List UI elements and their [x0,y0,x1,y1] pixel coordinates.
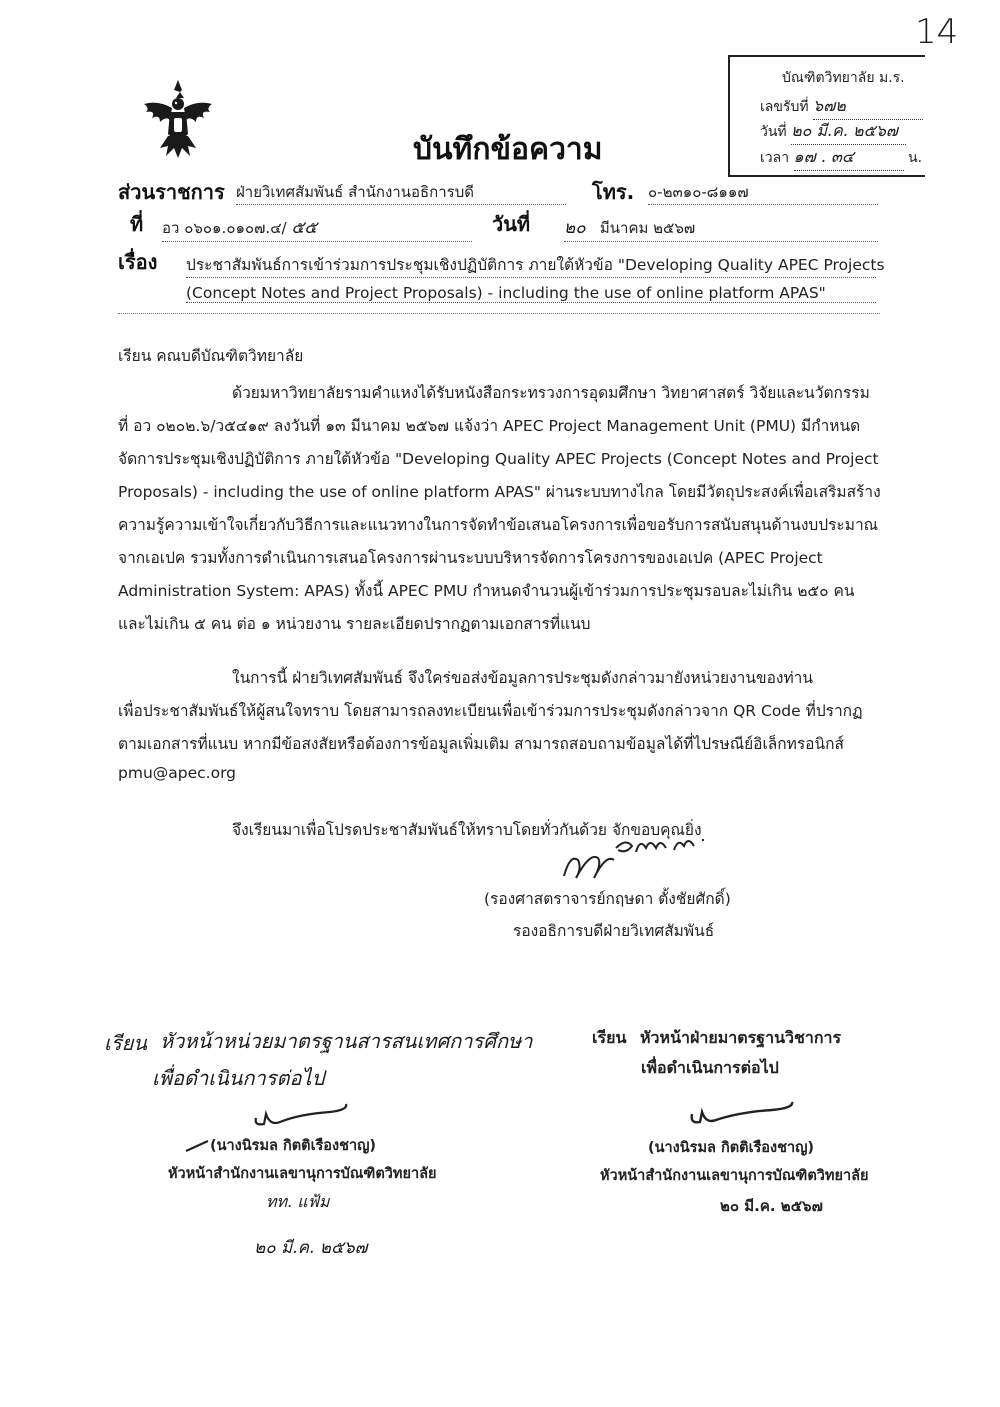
right-note-date: ๒๐ มี.ค. ๒๕๖๗ [720,1197,823,1215]
tel-label: โทร. [592,180,635,204]
agency-value: ฝ่ายวิเทศสัมพันธ์ สำนักงานอธิการบดี [236,180,566,205]
subject-label: เรื่อง [118,250,158,274]
paragraph-1-line: จัดการประชุมเชิงปฏิบัติการ ภายใต้หัวข้อ "Developing Quality APEC Projects (Concept Notes and Project [118,450,879,468]
left-note-extra: ทท. แฟ้ม [266,1192,330,1211]
subject-line-1: ประชาสัมพันธ์การเข้าร่วมการประชุมเชิงปฏิบัติการ ภายใต้หัวข้อ "Developing Quality APEC Projects [186,252,876,278]
right-note-line-1: หัวหน้าฝ่ายมาตรฐานวิชาการ [640,1028,842,1047]
left-note-date: ๒๐ มี.ค. ๒๕๖๗ [254,1238,368,1258]
stamp-recv-label: เลขรับที่ [760,99,809,115]
garuda-emblem-icon [138,78,218,160]
right-note-signature-icon [686,1098,806,1128]
signer-name: (รองศาสตราจารย์กฤษดา ตั้งชัยศักดิ์) [484,890,731,908]
reception-stamp [728,55,925,177]
paragraph-1-line: ด้วยมหาวิทยาลัยรามคำแหงได้รับหนังสือกระทรวงการอุดมศึกษา วิทยาศาสตร์ วิจัยและนวัตกรรม [232,384,870,402]
paragraph-1-line: Proposals) - including the use of online platform APAS" ผ่านระบบทางไกล โดยมีวัตถุประสงค์เพื่อเสริมสร้าง [118,483,881,501]
date-field [564,214,878,242]
stamp-date-label: วันที่ [760,124,787,140]
right-note-line-2: เพื่อดำเนินการต่อไป [641,1058,779,1077]
stamp-time-value: ๑๗ . ๓๔ [794,145,904,171]
date-label: วันที่ [492,212,531,236]
paragraph-1-line: และไม่เกิน ๕ คน ต่อ ๑ หน่วยงาน รายละเอียดปรากฏตามเอกสารที่แนบ [118,615,591,633]
left-note-signature-icon [250,1100,360,1130]
left-note-line-2: เพื่อดำเนินการต่อไป [152,1066,325,1090]
doc-no-label: ที่ [130,212,144,236]
paragraph-1-line: จากเอเปค รวมทั้งการดำเนินการเสนอโครงการผ่านระบบบริหารจัดการโครงการของเอเปค (APEC Project [118,549,823,567]
right-note-position: หัวหน้าสำนักงานเลขานุการบัณฑิตวิทยาลัย [600,1168,869,1184]
paragraph-2-email: pmu@apec.org [118,764,237,782]
stamp-date-value: ๒๐ มี.ค. ๒๕๖๗ [791,119,906,145]
agency-label: ส่วนราชการ [118,180,225,204]
right-note-label: เรียน [592,1028,627,1047]
header-divider [118,313,880,314]
stamp-time-unit: น. [908,150,923,166]
stamp-recv-row [760,94,923,120]
closing-line: จึงเรียนมาเพื่อโปรดประชาสัมพันธ์ให้ทราบโดยทั่วกันด้วย จักขอบคุณยิ่ง [232,821,702,839]
doc-no-handwritten: ๕๕ [291,218,318,238]
stamp-time-row [760,145,922,171]
paragraph-2-line: ตามเอกสารที่แนบ หากมีข้อสงสัยหรือต้องการข้อมูลเพิ่มเติม สามารถสอบถามข้อมูลได้ที่ไปรษณีย์อิเล็กทรอนิกส์ [118,735,844,753]
tel-value: ๐-๒๓๑๐-๘๑๑๗ [648,180,878,205]
paragraph-2-line: เพื่อประชาสัมพันธ์ให้ผู้สนใจทราบ โดยสามารถลงทะเบียนเพื่อเข้าร่วมการประชุมดังกล่าวจาก QR Code ที่ปรากฏ [118,702,863,720]
document-title: บันทึกข้อความ [413,132,603,167]
doc-no-value: อว ๐๖๐๑.๐๑๐๗.๔/ [162,219,287,237]
left-note-label: เรียน [104,1031,147,1055]
stamp-org: บัณฑิตวิทยาลัย ม.ร. [782,70,905,86]
paragraph-1-line: Administration System: APAS) ทั้งนี้ APEC PMU กำหนดจำนวนผู้เข้าร่วมการประชุมรอบละไม่เกิน ๒๕๐ คน [118,582,855,600]
subject-line-2: (Concept Notes and Project Proposals) - including the use of online platform APAS" [186,284,876,303]
left-note-line-1: หัวหน้าหน่วยมาตรฐานสารสนเทศการศึกษา [160,1029,533,1053]
left-note-name: (นางนิรมล กิตติเรืองชาญ) [210,1138,377,1154]
signer-position: รองอธิการบดีฝ่ายวิเทศสัมพันธ์ [513,922,715,940]
stamp-date-row [760,119,906,145]
date-day-handwritten: ๒๐ [564,218,586,238]
stamp-time-label: เวลา [760,150,790,166]
paragraph-1-line: ความรู้ความเข้าใจเกี่ยวกับวิธีการและแนวทางในการจัดทำข้อเสนอโครงการเพื่อขอรับการสนับสนุนด้านงบประมาณ [118,516,879,534]
corner-page-number: 14 [915,12,959,52]
date-rest: มีนาคม ๒๕๖๗ [599,219,696,237]
paragraph-1-line: ที่ อว ๐๒๐๒.๖/ว๕๔๑๙ ลงวันที่ ๑๓ มีนาคม ๒๕๖๗ แจ้งว่า APEC Project Management Unit (PMU) มีกำหนด [118,417,861,435]
right-note-name: (นางนิรมล กิตติเรืองชาญ) [648,1140,815,1156]
signature-icon [556,824,726,884]
left-note-tick-icon [184,1138,210,1152]
salutation: เรียน คณบดีบัณฑิตวิทยาลัย [118,347,304,365]
left-note-position: หัวหน้าสำนักงานเลขานุการบัณฑิตวิทยาลัย [168,1166,437,1182]
paragraph-2-line: ในการนี้ ฝ่ายวิเทศสัมพันธ์ จึงใคร่ขอส่งข้อมูลการประชุมดังกล่าวมายังหน่วยงานของท่าน [232,669,813,687]
doc-no-field [162,214,472,242]
stamp-recv-value: ๖๗๒ [813,94,923,120]
